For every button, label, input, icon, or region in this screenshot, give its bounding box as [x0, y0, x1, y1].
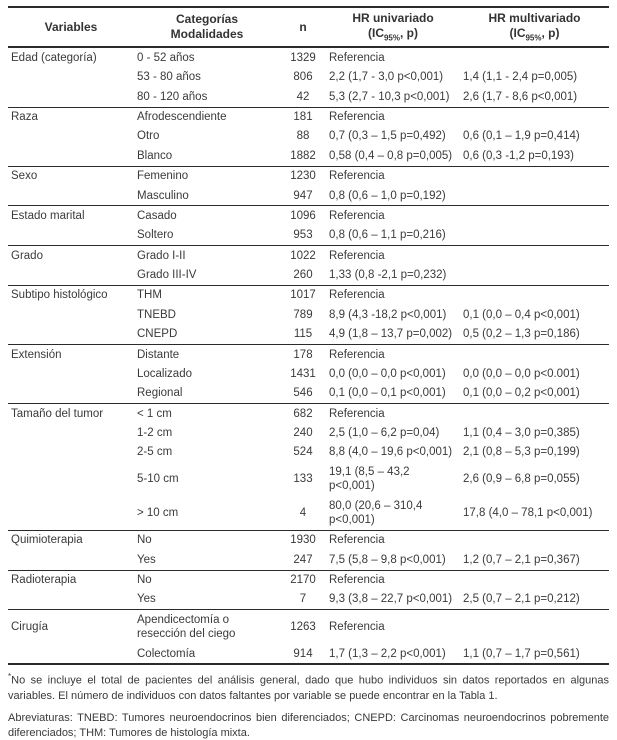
table-row — [8, 266, 609, 286]
hr-univariate-cell: 19,1 (8,5 – 43,2 p<0,001) — [329, 465, 410, 493]
table-row — [8, 364, 609, 383]
category-cell: Masculino — [137, 189, 189, 202]
variable-cell: Edad (categoría) — [11, 51, 97, 64]
hr-multivariate-cell — [460, 166, 609, 186]
n-cell: 247 — [293, 553, 313, 566]
n-cell: 2170 — [290, 574, 316, 587]
variable-cell — [8, 305, 134, 324]
hr-univariate-cell: Referencia — [329, 249, 385, 262]
category-cell: Soltero — [137, 229, 174, 242]
n-cell: 953 — [293, 229, 313, 242]
col-header-hr-multivariate-line2: ($IC_{95\%}$, p) — [509, 26, 560, 43]
category-cell: CNEPD — [137, 328, 178, 341]
variable-cell: Raza — [11, 111, 38, 124]
category-cell: No — [137, 574, 152, 587]
hr-multivariate-cell — [460, 226, 609, 246]
category-cell: Grado III-IV — [137, 269, 197, 282]
category-cell: Casado — [137, 209, 177, 222]
hr-multivariate-cell: 0,1 (0,0 – 0,2 p<0,001) — [463, 387, 580, 400]
n-cell: 88 — [296, 130, 310, 143]
variable-cell — [8, 424, 134, 443]
hr-multivariate-cell: 1,2 (0,7 – 2,1 p=0,367) — [463, 553, 580, 566]
n-cell: 260 — [293, 269, 313, 282]
table-row — [8, 610, 609, 644]
variable-cell — [8, 186, 134, 206]
category-cell: TNEBD — [137, 308, 176, 321]
col-header-n — [280, 7, 326, 47]
variable-cell: Radioterapia — [11, 574, 77, 587]
variable-cell — [8, 384, 134, 404]
table-header — [8, 7, 609, 47]
variable-cell — [8, 550, 134, 570]
n-cell: 1096 — [290, 209, 316, 222]
table-row — [8, 570, 609, 590]
category-cell: 2-5 cm — [137, 446, 173, 459]
variable-cell: Tamaño del tumor — [11, 407, 104, 420]
hr-multivariate-cell: 1,1 (0,7 – 1,7 p=0,561) — [463, 647, 580, 660]
hr-univariate-cell: 9,3 (3,8 – 22,7 p<0,001) — [329, 593, 453, 606]
n-cell: 524 — [293, 446, 313, 459]
footnote-abbreviations-text: Abreviaturas: TNEBD: Tumores neuroendocrinos bien diferenciados; CNEPD: Carcinomas neuroendocrinos pobremente diferenciados; THM: Tumores de histología mixta. — [8, 711, 609, 739]
table-row — [8, 462, 609, 496]
category-cell: Grado I-II — [137, 249, 186, 262]
category-cell: Localizado — [137, 367, 192, 380]
hr-multivariate-cell: 0,1 (0,0 – 0,4 p<0,001) — [463, 308, 580, 321]
hr-univariate-cell: 5,3 (2,7 - 10,3 p<0,001) — [329, 90, 450, 103]
variable-cell — [8, 443, 134, 462]
hr-univariate-cell: Referencia — [329, 574, 385, 587]
variable-cell — [8, 87, 134, 107]
hr-multivariate-cell: 0,6 (0,1 – 1,9 p=0,414) — [463, 130, 580, 143]
hr-multivariate-cell — [460, 345, 609, 365]
n-cell: 1022 — [290, 249, 316, 262]
n-cell: 1017 — [290, 289, 316, 302]
hr-univariate-cell: Referencia — [329, 348, 385, 361]
table-body — [8, 47, 609, 664]
hr-multivariate-cell — [460, 107, 609, 127]
col-header-variables — [8, 7, 134, 47]
table-row — [8, 305, 609, 324]
variable-cell — [8, 226, 134, 246]
category-cell: No — [137, 534, 152, 547]
hr-multivariate-cell — [460, 610, 609, 644]
n-cell: 1431 — [290, 367, 316, 380]
hr-multivariate-cell — [460, 285, 609, 305]
hr-univariate-cell: Referencia — [329, 51, 385, 64]
col-header-categories-line2: Modalidades — [170, 27, 244, 42]
col-header-n-label: n — [299, 19, 307, 34]
category-cell: Yes — [137, 553, 156, 566]
hazard-ratio-table — [8, 6, 609, 665]
hr-multivariate-cell: 1,4 (1,1 - 2,4 p=0,005) — [463, 71, 578, 84]
n-cell: 1263 — [290, 620, 316, 633]
col-header-categories-line1: Categorías — [175, 12, 239, 27]
hr-univariate-cell: Referencia — [329, 407, 385, 420]
category-cell: Apendicectomía o resección del ciego — [137, 613, 236, 641]
hr-multivariate-cell — [460, 570, 609, 590]
table-row — [8, 47, 609, 67]
table-row — [8, 496, 609, 530]
category-cell: 1-2 cm — [137, 427, 173, 440]
category-cell: Regional — [137, 387, 183, 400]
category-cell: 53 - 80 años — [137, 71, 201, 84]
hr-multivariate-cell: 0,6 (0,3 -1,2 p=0,193) — [463, 149, 574, 162]
header-row — [8, 7, 609, 47]
hr-multivariate-cell: 2,5 (0,7 – 2,1 p=0,212) — [463, 593, 580, 606]
hr-univariate-cell: 4,9 (1,8 – 13,7 p=0,002) — [329, 328, 453, 341]
table-row — [8, 325, 609, 345]
hr-univariate-cell: Referencia — [329, 170, 385, 183]
hr-multivariate-cell — [460, 47, 609, 67]
hr-univariate-cell: Referencia — [329, 289, 385, 302]
table-row — [8, 384, 609, 404]
table-row — [8, 206, 609, 226]
hr-multivariate-cell: 2,1 (0,8 – 5,3 p=0,199) — [463, 446, 580, 459]
hr-multivariate-cell — [460, 206, 609, 226]
hr-univariate-cell: 0,1 (0,0 – 0,1 p<0,001) — [329, 387, 446, 400]
col-header-hr-univariate-line1: HR univariado — [352, 11, 434, 25]
category-cell: Blanco — [137, 149, 173, 162]
variable-cell: Estado marital — [11, 209, 85, 222]
variable-cell: Quimioterapia — [11, 534, 83, 547]
hr-univariate-cell: Referencia — [329, 534, 385, 547]
table-row — [8, 226, 609, 246]
category-cell: < 1 cm — [137, 407, 172, 420]
footnote-asterisk: * — [8, 672, 12, 682]
table-row — [8, 87, 609, 107]
variable-cell: Extensión — [11, 348, 62, 361]
table-row — [8, 186, 609, 206]
variable-cell — [8, 266, 134, 286]
category-cell: Colectomía — [137, 647, 196, 660]
n-cell: 4 — [299, 506, 307, 519]
table-row — [8, 590, 609, 610]
hr-multivariate-cell: 2,6 (1,7 - 8,6 p<0,001) — [463, 90, 578, 103]
hr-multivariate-cell — [460, 246, 609, 266]
category-cell: 0 - 52 años — [137, 51, 195, 64]
n-cell: 1882 — [290, 149, 316, 162]
variable-cell — [8, 146, 134, 166]
footnote-abbreviations — [8, 711, 609, 740]
hr-univariate-cell: 0,8 (0,6 – 1,1 p=0,216) — [329, 229, 446, 242]
table-row — [8, 146, 609, 166]
table-row — [8, 166, 609, 186]
variable-cell: Grado — [11, 249, 43, 262]
hr-univariate-cell: 2,5 (1,0 – 6,2 p=0,04) — [329, 427, 440, 440]
hr-univariate-cell: 0,0 (0,0 – 0,0 p<0,001) — [329, 367, 446, 380]
hr-univariate-cell: 8,8 (4,0 – 19,6 p<0,001) — [329, 446, 453, 459]
hr-univariate-cell: 0,58 (0,4 – 0,8 p=0,005) — [329, 149, 453, 162]
category-cell: Otro — [137, 130, 160, 143]
footnote-missing-data-text: No se incluye el total de pacientes del análisis general, dado que hubo individuos sin datos reportados en algunas variables. El número de individuos con datos faltantes por variable se puede encontrar en la Tabla 1. — [8, 675, 609, 702]
hr-univariate-cell: 1,7 (1,3 – 2,2 p<0,001) — [329, 647, 446, 660]
category-cell: > 10 cm — [137, 506, 179, 519]
col-header-hr-multivariate-line1: HR multivariado — [488, 11, 581, 25]
category-cell: Yes — [137, 593, 156, 606]
table-row — [8, 246, 609, 266]
table-row — [8, 285, 609, 305]
table-row — [8, 550, 609, 570]
n-cell: 240 — [293, 427, 313, 440]
n-cell: 181 — [293, 111, 313, 124]
table-row — [8, 530, 609, 550]
hr-univariate-cell: 8,9 (4,3 -18,2 p<0,001) — [329, 308, 447, 321]
variable-cell — [8, 68, 134, 87]
table-row — [8, 443, 609, 462]
n-cell: 806 — [293, 71, 313, 84]
variable-cell — [8, 496, 134, 530]
n-cell: 682 — [293, 407, 313, 420]
hr-univariate-cell: 0,8 (0,6 – 1,0 p=0,192) — [329, 189, 446, 202]
n-cell: 7 — [299, 593, 307, 606]
n-cell: 546 — [293, 387, 313, 400]
hr-multivariate-cell — [460, 266, 609, 286]
hr-univariate-cell: 2,2 (1,7 - 3,0 p<0,001) — [329, 71, 444, 84]
hr-multivariate-cell — [460, 404, 609, 424]
hr-multivariate-cell: 2,6 (0,9 – 6,8 p=0,055) — [463, 472, 580, 485]
col-header-categories — [134, 7, 280, 47]
variable-cell — [8, 462, 134, 496]
table-row — [8, 345, 609, 365]
n-cell: 42 — [296, 90, 310, 103]
n-cell: 1329 — [290, 51, 316, 64]
n-cell: 947 — [293, 189, 313, 202]
category-cell: Distante — [137, 348, 180, 361]
col-header-hr-multivariate — [460, 7, 609, 47]
n-cell: 133 — [293, 472, 313, 485]
category-cell: 80 - 120 años — [137, 90, 208, 103]
hr-univariate-cell: 7,5 (5,8 – 9,8 p<0,001) — [329, 553, 446, 566]
category-cell: THM — [137, 289, 162, 302]
table-row — [8, 127, 609, 146]
variable-cell: Sexo — [11, 170, 38, 183]
variable-cell: Subtipo histológico — [11, 289, 108, 302]
n-cell: 914 — [293, 647, 313, 660]
table-row — [8, 424, 609, 443]
table-row — [8, 404, 609, 424]
table-row — [8, 107, 609, 127]
variable-cell: Cirugía — [11, 620, 49, 633]
hr-multivariate-cell: 17,8 (4,0 – 78,1 p<0,001) — [463, 506, 593, 519]
category-cell: 5-10 cm — [137, 472, 179, 485]
hr-multivariate-cell — [460, 530, 609, 550]
footnotes — [8, 672, 609, 740]
hr-multivariate-cell — [460, 186, 609, 206]
n-cell: 1930 — [290, 534, 316, 547]
footnote-missing-data — [8, 672, 609, 703]
variable-cell — [8, 590, 134, 610]
hr-univariate-cell: Referencia — [329, 111, 385, 124]
variable-cell — [8, 364, 134, 383]
hr-multivariate-cell: 1,1 (0,4 – 3,0 p=0,385) — [463, 427, 580, 440]
hr-multivariate-cell: 0,5 (0,2 – 1,3 p=0,186) — [463, 328, 580, 341]
variable-cell — [8, 127, 134, 146]
category-cell: Femenino — [137, 170, 189, 183]
hr-univariate-cell: 80,0 (20,6 – 310,4 p<0,001) — [329, 499, 423, 526]
n-cell: 115 — [293, 328, 313, 341]
hr-univariate-cell: Referencia — [329, 209, 385, 222]
hr-univariate-cell: 0,7 (0,3 – 1,5 p=0,492) — [329, 130, 446, 143]
category-cell: Afrodescendiente — [137, 111, 227, 124]
table-row — [8, 644, 609, 664]
n-cell: 1230 — [290, 170, 316, 183]
col-header-variables-label: Variables — [44, 19, 98, 34]
hr-univariate-cell: 1,33 (0,8 -2,1 p=0,232) — [329, 269, 447, 282]
n-cell: 789 — [293, 308, 313, 321]
col-header-hr-univariate — [326, 7, 460, 47]
variable-cell — [8, 644, 134, 664]
col-header-hr-univariate-line2: ($IC_{95\%}$, p) — [367, 26, 418, 43]
table-row — [8, 68, 609, 87]
hr-univariate-cell: Referencia — [329, 620, 385, 633]
variable-cell — [8, 325, 134, 345]
n-cell: 178 — [293, 348, 313, 361]
hr-multivariate-cell: 0,0 (0,0 – 0,0 p<0.001) — [463, 367, 580, 380]
